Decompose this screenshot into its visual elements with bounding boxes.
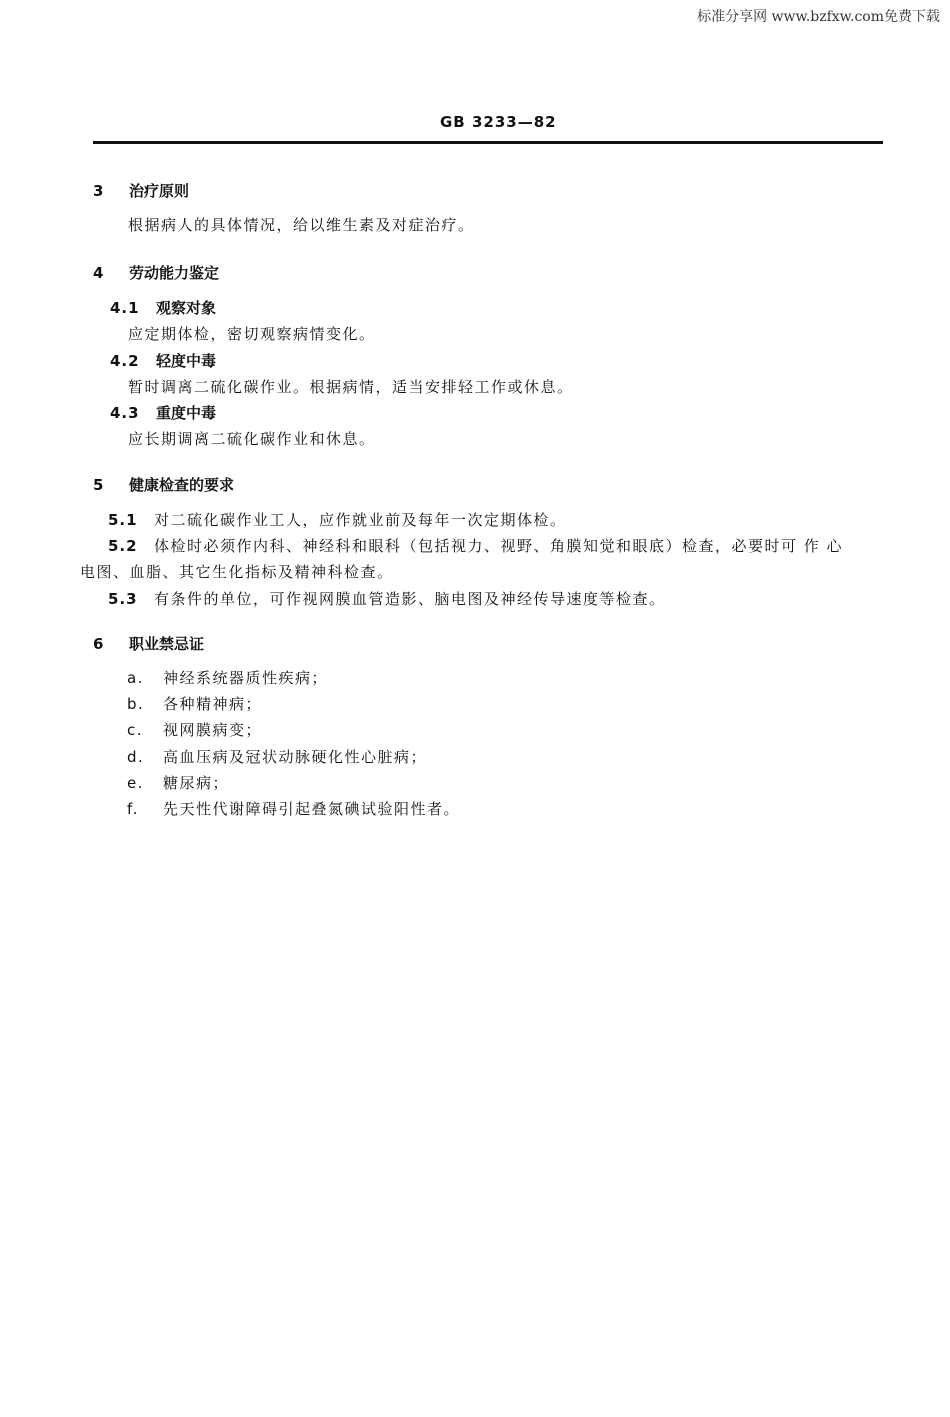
item-text: 糖尿病；	[163, 774, 230, 792]
list-item	[127, 667, 328, 688]
section-title: 劳动能力鉴定	[129, 264, 220, 282]
list-item	[127, 746, 427, 767]
item-text: 神经系统器质性疾病；	[163, 669, 329, 687]
subsection-4-1-body: 应定期体检，密切观察病情变化。	[128, 325, 376, 343]
subsection-number: 4.3	[110, 404, 140, 422]
section-number: 3	[93, 182, 104, 200]
item-marker: c.	[127, 721, 144, 739]
item-5-3	[108, 588, 666, 609]
item-text: 对二硫化碳作业工人，应作就业前及每年一次定期体检。	[154, 511, 567, 529]
item-marker: f.	[127, 800, 139, 818]
item-marker: d.	[127, 748, 145, 766]
item-text: 高血压病及冠状动脉硬化性心脏病；	[163, 748, 428, 766]
subsection-number: 4.1	[110, 299, 140, 317]
section-3-body: 根据病人的具体情况，给以维生素及对症治疗。	[128, 216, 475, 234]
subsection-title: 观察对象	[156, 299, 217, 317]
subsection-title: 轻度中毒	[156, 352, 217, 370]
list-item	[127, 772, 229, 793]
section-number: 6	[93, 635, 104, 653]
section-number: 5	[93, 476, 104, 494]
header-rule	[93, 141, 883, 144]
item-marker: e.	[127, 774, 144, 792]
item-text: 视网膜病变；	[163, 721, 263, 739]
item-number: 5.3	[108, 590, 138, 608]
subsection-4-1-heading	[110, 297, 216, 318]
section-5-heading	[93, 474, 234, 495]
subsection-4-3-heading	[110, 402, 216, 423]
subsection-title: 重度中毒	[156, 404, 217, 422]
section-number: 4	[93, 264, 104, 282]
list-item	[127, 798, 460, 819]
item-text: 有条件的单位，可作视网膜血管造影、脑电图及神经传导速度等检查。	[154, 590, 666, 608]
section-4-heading	[93, 262, 219, 283]
item-text: 各种精神病；	[163, 695, 263, 713]
list-item	[127, 693, 262, 714]
item-number: 5.2	[108, 537, 138, 555]
list-item	[127, 719, 262, 740]
item-5-2-continuation: 电图、血脂、其它生化指标及精神科检查。	[80, 563, 394, 581]
subsection-4-3-body: 应长期调离二硫化碳作业和休息。	[128, 430, 376, 448]
subsection-4-2-heading	[110, 350, 216, 371]
item-marker: a.	[127, 669, 144, 687]
item-marker: b.	[127, 695, 145, 713]
item-number: 5.1	[108, 511, 138, 529]
section-title: 职业禁忌证	[129, 635, 205, 653]
item-5-2	[108, 535, 843, 556]
section-title: 健康检查的要求	[129, 476, 235, 494]
subsection-4-2-body: 暂时调离二硫化碳作业。根据病情，适当安排轻工作或休息。	[128, 378, 574, 396]
section-title: 治疗原则	[129, 182, 190, 200]
item-text: 体检时必须作内科、神经科和眼科（包括视力、视野、角膜知觉和眼底）检查，必要时可 作 心	[154, 537, 844, 555]
section-3-heading	[93, 180, 189, 201]
watermark-text: 标准分享网 www.bzfxw.com免费下载	[697, 9, 940, 25]
item-5-1	[108, 509, 567, 530]
subsection-number: 4.2	[110, 352, 140, 370]
section-6-heading	[93, 633, 204, 654]
item-text: 先天性代谢障碍引起叠氮碘试验阳性者。	[163, 800, 461, 818]
document-code: GB 3233—82	[440, 113, 557, 131]
